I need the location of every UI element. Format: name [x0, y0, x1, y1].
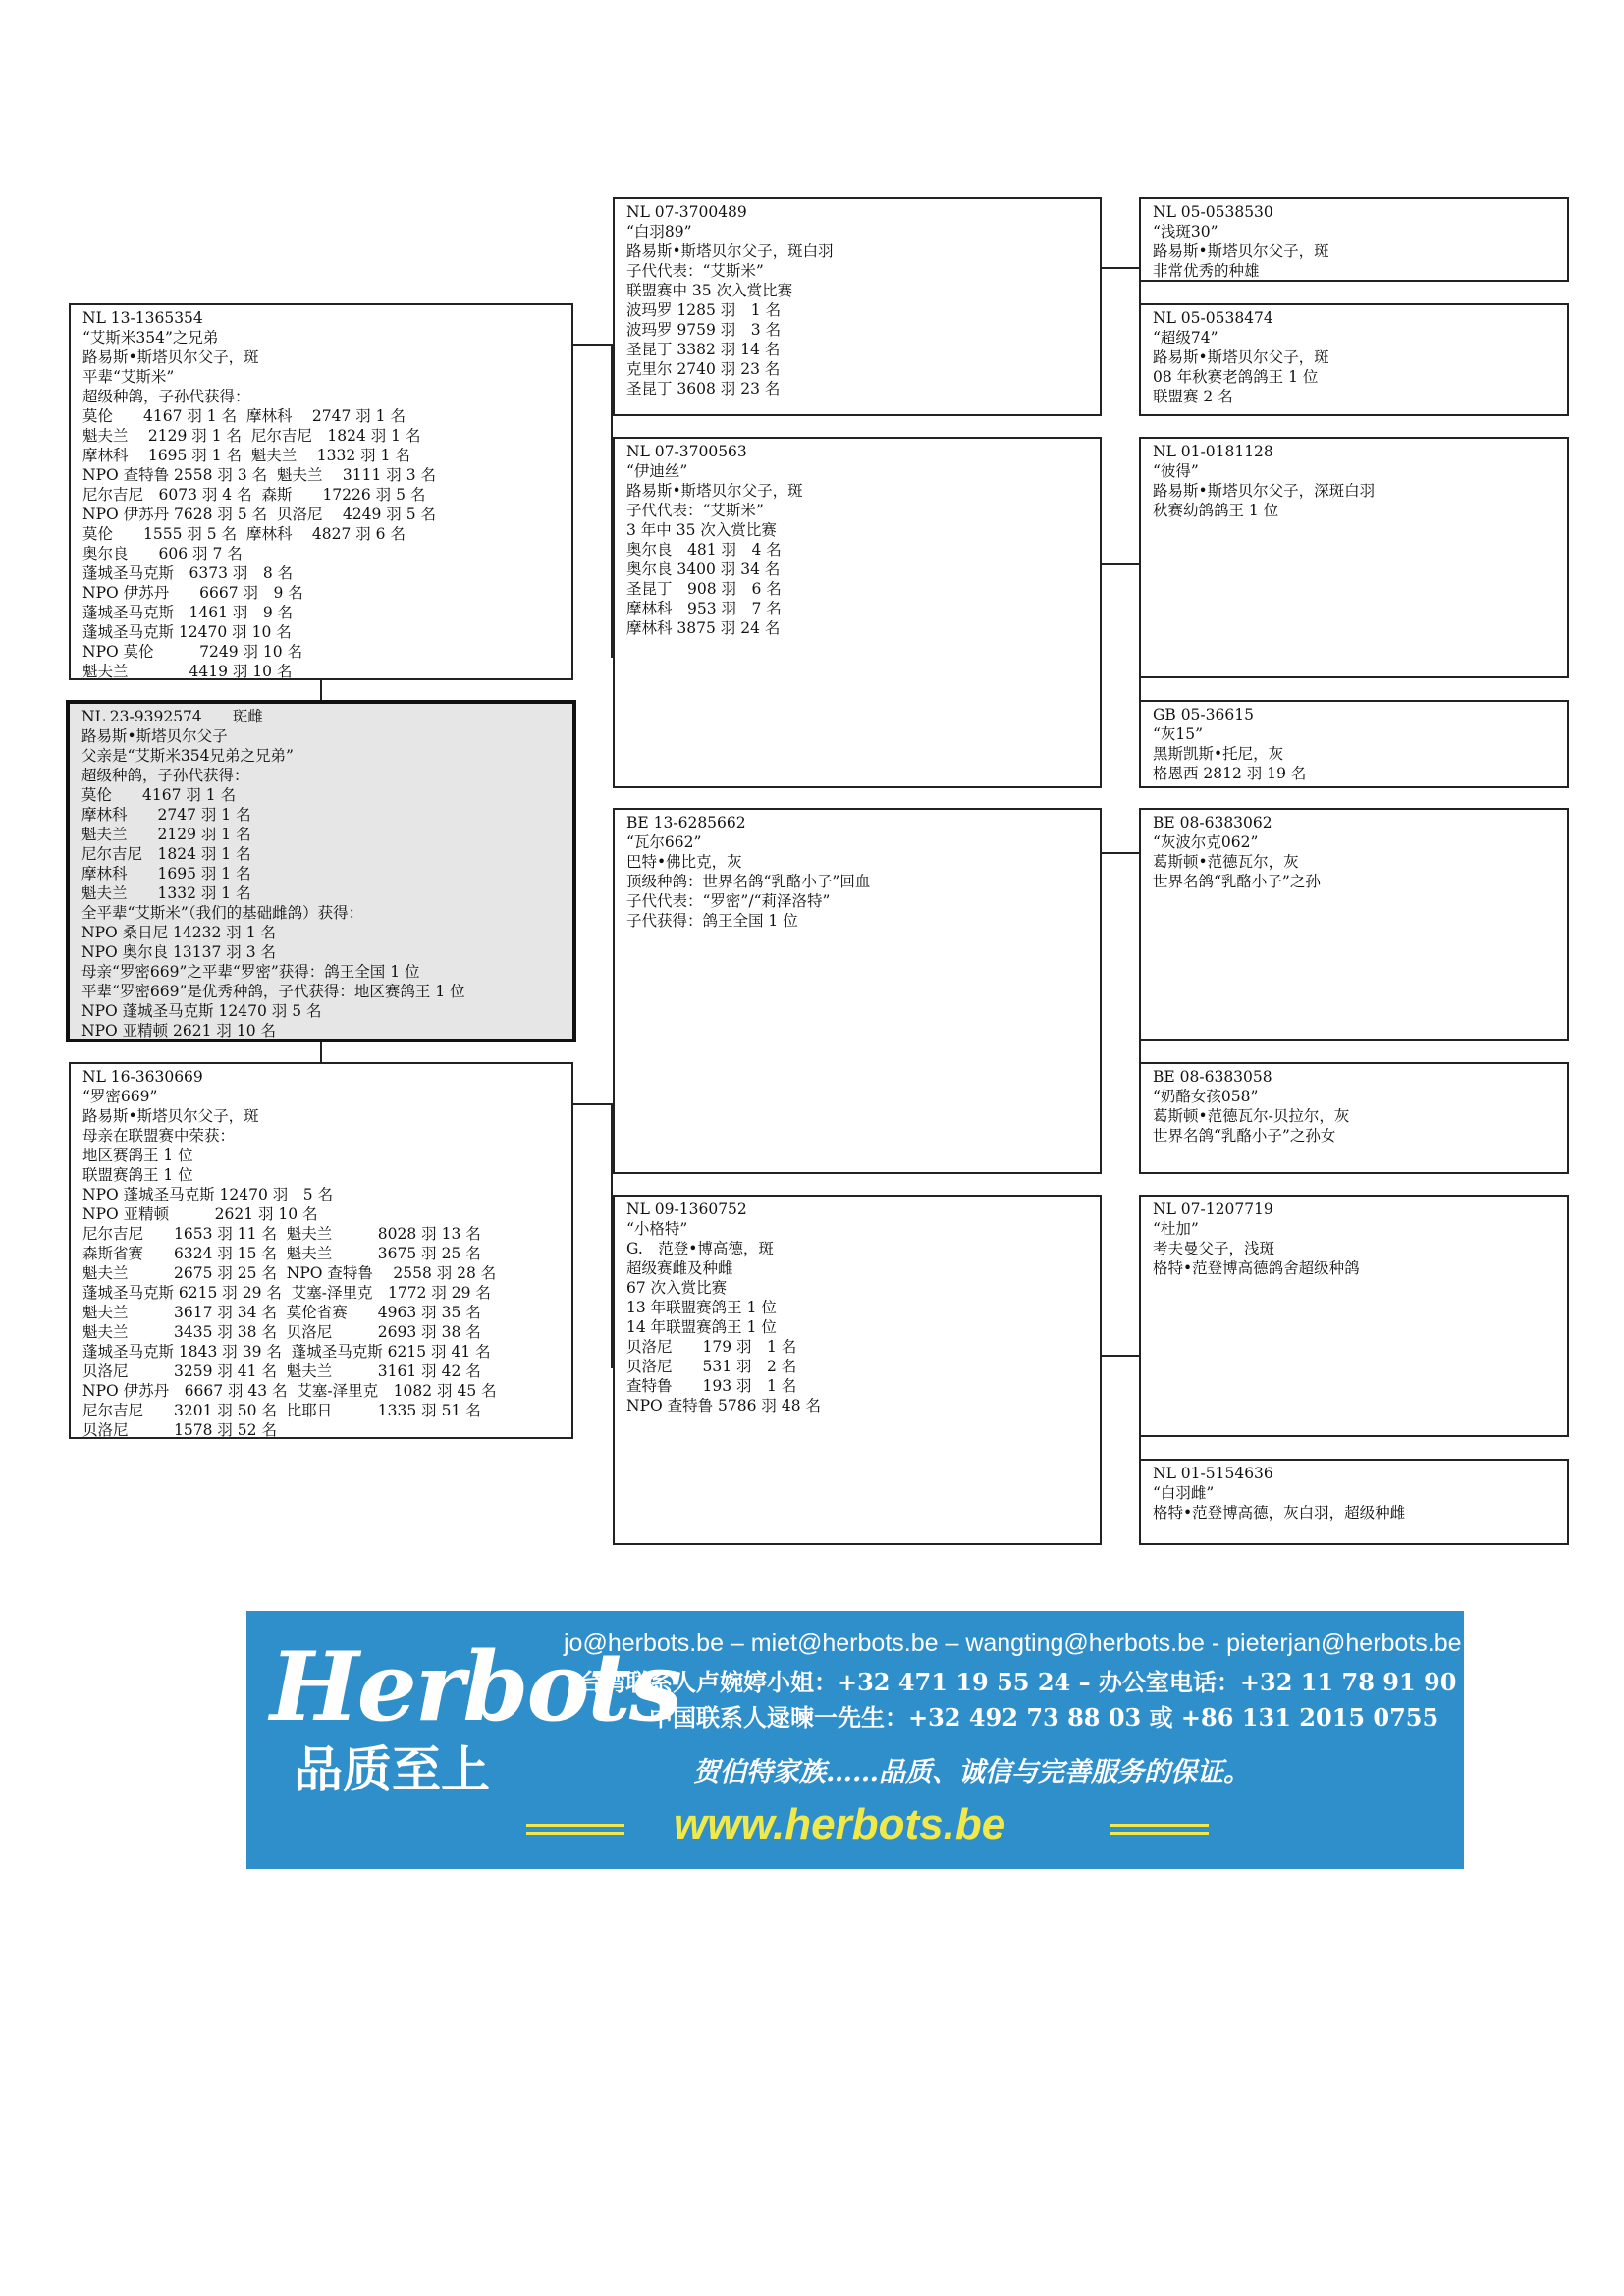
pedigree-line: NPO 亚精顿 2621 羽 10 名	[81, 1022, 277, 1040]
pedigree-line: NL 01-5154636	[1153, 1465, 1273, 1482]
connector	[571, 344, 613, 346]
pedigree-line: 超级种鸽，子孙代获得：	[82, 388, 250, 405]
connector	[1100, 267, 1141, 269]
pedigree-line: 摩林科 1695 羽 1 名 魁夫兰 1332 羽 1 名	[82, 447, 410, 464]
pedigree-line: NPO 莫伦 7249 羽 10 名	[82, 643, 303, 661]
pedigree-line: NL 07-1207719	[1153, 1201, 1273, 1218]
pedigree-line: 格特•范登博高德鸽舍超级种鸽	[1153, 1259, 1360, 1277]
pedigree-line: 圣昆丁 3382 羽 14 名	[626, 341, 781, 358]
pedigree-line: 父亲是“艾斯米354兄弟之兄弟”	[81, 747, 294, 765]
divider	[1110, 1824, 1209, 1827]
pedigree-line: 波玛罗 1285 羽 1 名	[626, 301, 782, 319]
pedigree-line: 尼尔吉尼 1824 羽 1 名	[81, 845, 251, 863]
pedigree-line: 圣昆丁 3608 羽 23 名	[626, 380, 781, 398]
pedigree-line: 08 年秋赛老鸽鸽王 1 位	[1153, 368, 1319, 386]
pedigree-line: “伊迪丝”	[626, 462, 688, 480]
pedigree-line: 秋赛幼鸽鸽王 1 位	[1153, 502, 1279, 519]
banner-china-contact: 中国联系人逯暕一先生：+32 492 73 88 03 或 +86 131 2015 0755	[649, 1703, 1439, 1732]
pedigree-line: 格恩西 2812 羽 19 名	[1153, 765, 1307, 782]
pedigree-line: 14 年联盟赛鸽王 1 位	[626, 1318, 777, 1336]
dam-sire-sire-card	[1139, 808, 1569, 1041]
divider	[1110, 1832, 1209, 1835]
pedigree-line: “白羽雌”	[1153, 1484, 1215, 1502]
sire-dam-card	[613, 437, 1102, 788]
sire-sire-card	[613, 197, 1102, 416]
dam-dam-sire-card	[1139, 1195, 1569, 1437]
herbots-banner	[246, 1611, 1464, 1869]
pedigree-line: 世界名鸽“乳酪小子”之孙女	[1153, 1127, 1336, 1145]
pedigree-line: “浅斑30”	[1153, 223, 1218, 240]
pedigree-line: 摩林科 1695 羽 1 名	[81, 865, 251, 882]
banner-emails[interactable]: jo@herbots.be – miet@herbots.be – wangting@herbots.be - pieterjan@herbots.be	[564, 1629, 1462, 1657]
pedigree-line: 路易斯•斯塔贝尔父子，斑	[1153, 242, 1329, 260]
connector	[320, 678, 322, 702]
pedigree-line: 全平辈“艾斯米”（我们的基础雌鸽）获得：	[81, 904, 364, 922]
pedigree-line: 查特鲁 193 羽 1 名	[626, 1377, 797, 1395]
pedigree-line: NL 13-1365354	[82, 309, 203, 327]
pedigree-line: NPO 桑日尼 14232 羽 1 名	[81, 924, 277, 941]
pedigree-line: 超级种鸽，子孙代获得：	[81, 767, 249, 784]
banner-taiwan-contact: 台湾联系人卢婉婷小姐：+32 471 19 55 24 – 办公室电话：+32 11 78 91 90	[578, 1668, 1457, 1696]
sire-card	[69, 303, 573, 680]
herbots-logo: Herbots	[270, 1631, 680, 1742]
pedigree-line: NPO 伊苏丹 7628 羽 5 名 贝洛尼 4249 羽 5 名	[82, 506, 437, 523]
pedigree-line: 蓬城圣马克斯 1843 羽 39 名 蓬城圣马克斯 6215 羽 41 名	[82, 1343, 491, 1361]
connector	[1100, 563, 1141, 565]
pedigree-line: 波玛罗 9759 羽 3 名	[626, 321, 782, 339]
pedigree-line: 葛斯顿•范德瓦尔-贝拉尔，灰	[1153, 1107, 1350, 1125]
pedigree-line: 莫伦 4167 羽 1 名	[81, 786, 237, 804]
pedigree-line: “奶酪女孩058”	[1153, 1088, 1259, 1105]
divider	[526, 1832, 624, 1835]
pedigree-line: NPO 查特鲁 5786 羽 48 名	[626, 1397, 822, 1415]
pedigree-line: NPO 蓬城圣马克斯 12470 羽 5 名	[82, 1186, 334, 1203]
pedigree-line: “小格特”	[626, 1220, 688, 1238]
pedigree-line: 子代代表：“罗密”/“莉泽洛特”	[626, 892, 831, 910]
pedigree-line: 尼尔吉尼 1653 羽 11 名 魁夫兰 8028 羽 13 名	[82, 1225, 481, 1243]
pedigree-line: “灰15”	[1153, 725, 1204, 743]
main-pigeon-card	[66, 700, 576, 1042]
pedigree-line: 67 次入赏比赛	[626, 1279, 728, 1297]
pedigree-line: 超级赛雌及种雌	[626, 1259, 733, 1277]
pedigree-line: BE 13-6285662	[626, 814, 746, 831]
pedigree-line: 贝洛尼 1578 羽 52 名	[82, 1421, 277, 1439]
pedigree-line: NPO 蓬城圣马克斯 12470 羽 5 名	[81, 1002, 322, 1020]
pedigree-line: NL 07-3700489	[626, 203, 747, 221]
pedigree-line: 蓬城圣马克斯 12470 羽 10 名	[82, 623, 292, 641]
pedigree-line: “艾斯米354”之兄弟	[82, 329, 219, 347]
pedigree-line: 魁夫兰 2675 羽 25 名 NPO 查特鲁 2558 羽 28 名	[82, 1264, 497, 1282]
dam-dam-dam-card	[1139, 1459, 1569, 1545]
pedigree-line: 母亲“罗密669”之平辈“罗密”获得：鸽王全国 1 位	[81, 963, 420, 981]
pedigree-line: “灰波尔克062”	[1153, 833, 1259, 851]
pedigree-line: NPO 奥尔良 13137 羽 3 名	[81, 943, 277, 961]
pedigree-line: “杜加”	[1153, 1220, 1199, 1238]
pedigree-line: 平辈“罗密669”是优秀种鸽，子代获得：地区赛鸽王 1 位	[81, 983, 465, 1000]
pedigree-line: 路易斯•斯塔贝尔父子，斑	[82, 1107, 259, 1125]
pedigree-line: 摩林科 3875 羽 24 名	[626, 619, 781, 637]
pedigree-line: NPO 伊苏丹 6667 羽 43 名 艾塞-泽里克 1082 羽 45 名	[82, 1382, 497, 1400]
pedigree-line: GB 05-36615	[1153, 706, 1254, 723]
pedigree-line: “超级74”	[1153, 329, 1218, 347]
pedigree-line: NL 01-0181128	[1153, 443, 1273, 460]
pedigree-line: 森斯省赛 6324 羽 15 名 魁夫兰 3675 羽 25 名	[82, 1245, 481, 1262]
pedigree-line: 考夫曼父子，浅斑	[1153, 1240, 1275, 1257]
pedigree-line: 魁夫兰 2129 羽 1 名 尼尔吉尼 1824 羽 1 名	[82, 427, 421, 445]
pedigree-line: 路易斯•斯塔贝尔父子	[81, 727, 228, 745]
connector	[571, 1103, 613, 1105]
pedigree-line: 13 年联盟赛鸽王 1 位	[626, 1299, 777, 1316]
banner-website-link[interactable]: www.herbots.be	[674, 1800, 1006, 1848]
pedigree-line: 魁夫兰 4419 羽 10 名	[82, 663, 293, 680]
pedigree-line: NL 05-0538530	[1153, 203, 1273, 221]
pedigree-line: 路易斯•斯塔贝尔父子，斑	[1153, 348, 1329, 366]
pedigree-line: “白羽89”	[626, 223, 692, 240]
pedigree-line: 路易斯•斯塔贝尔父子，斑白羽	[626, 242, 834, 260]
pedigree-line: 摩林科 953 羽 7 名	[626, 600, 782, 617]
pedigree-line: 魁夫兰 2129 羽 1 名	[81, 826, 251, 843]
pedigree-line: 魁夫兰 3435 羽 38 名 贝洛尼 2693 羽 38 名	[82, 1323, 481, 1341]
sire-sire-dam-card	[1139, 303, 1569, 416]
pedigree-line: 子代获得：鸽王全国 1 位	[626, 912, 798, 930]
dam-sire-dam-card	[1139, 1062, 1569, 1174]
pedigree-line: 奥尔良 606 羽 7 名	[82, 545, 243, 562]
pedigree-line: NL 07-3700563	[626, 443, 747, 460]
pedigree-line: 联盟赛鸽王 1 位	[82, 1166, 193, 1184]
pedigree-line: 莫伦 4167 羽 1 名 摩林科 2747 羽 1 名	[82, 407, 406, 425]
connector	[1100, 852, 1141, 854]
pedigree-line: G. 范登•博高德，斑	[626, 1240, 774, 1257]
pedigree-line: 奥尔良 481 羽 4 名	[626, 541, 782, 559]
pedigree-line: 联盟赛 2 名	[1153, 388, 1233, 405]
pedigree-line: 尼尔吉尼 6073 羽 4 名 森斯 17226 羽 5 名	[82, 486, 426, 504]
dam-card	[69, 1062, 573, 1439]
pedigree-line: 非常优秀的种雄	[1153, 262, 1260, 280]
pedigree-line: 联盟赛中 35 次入赏比赛	[626, 282, 793, 299]
pedigree-line: 路易斯•斯塔贝尔父子，深斑白羽	[1153, 482, 1376, 500]
connector	[1100, 1355, 1141, 1357]
pedigree-line: “彼得”	[1153, 462, 1199, 480]
pedigree-line: 尼尔吉尼 3201 羽 50 名 比耶日 1335 羽 51 名	[82, 1402, 481, 1419]
pedigree-line: 路易斯•斯塔贝尔父子，斑	[626, 482, 803, 500]
pedigree-line: “瓦尔662”	[626, 833, 702, 851]
pedigree-line: 克里尔 2740 羽 23 名	[626, 360, 781, 378]
banner-slogan: 品质至上	[294, 1740, 490, 1798]
pedigree-line: NL 16-3630669	[82, 1068, 203, 1086]
pedigree-line: NPO 亚精顿 2621 羽 10 名	[82, 1205, 318, 1223]
pedigree-line: BE 08-6383058	[1153, 1068, 1272, 1086]
pedigree-line: 3 年中 35 次入赏比赛	[626, 521, 777, 539]
dam-sire-card	[613, 808, 1102, 1174]
dam-dam-card	[613, 1195, 1102, 1545]
pedigree-line: 贝洛尼 3259 羽 41 名 魁夫兰 3161 羽 42 名	[82, 1362, 481, 1380]
pedigree-line: 魁夫兰 1332 羽 1 名	[81, 884, 251, 902]
divider	[526, 1824, 624, 1827]
pedigree-line: 莫伦 1555 羽 5 名 摩林科 4827 羽 6 名	[82, 525, 406, 543]
pedigree-line: 地区赛鸽王 1 位	[82, 1147, 193, 1164]
pedigree-line: NPO 查特鲁 2558 羽 3 名 魁夫兰 3111 羽 3 名	[82, 466, 437, 484]
sire-dam-sire-card	[1139, 437, 1569, 678]
sire-dam-dam-card	[1139, 700, 1569, 788]
pedigree-line: NL 09-1360752	[626, 1201, 747, 1218]
pedigree-line: 格特•范登博高德，灰白羽，超级种雌	[1153, 1504, 1406, 1522]
pedigree-line: NL 23-9392574 斑雌	[81, 708, 263, 725]
pedigree-line: 圣昆丁 908 羽 6 名	[626, 580, 782, 598]
pedigree-line: 母亲在联盟赛中荣获：	[82, 1127, 236, 1145]
pedigree-line: 摩林科 2747 羽 1 名	[81, 806, 251, 824]
sire-sire-sire-card	[1139, 197, 1569, 282]
pedigree-line: 蓬城圣马克斯 6373 羽 8 名	[82, 564, 294, 582]
pedigree-line: 蓬城圣马克斯 1461 羽 9 名	[82, 604, 294, 621]
pedigree-line: NPO 伊苏丹 6667 羽 9 名	[82, 584, 303, 602]
pedigree-line: “罗密669”	[82, 1088, 158, 1105]
pedigree-line: 葛斯顿•范德瓦尔，灰	[1153, 853, 1299, 871]
pedigree-line: 魁夫兰 3617 羽 34 名 莫伦省赛 4963 羽 35 名	[82, 1304, 481, 1321]
pedigree-line: 平辈“艾斯米”	[82, 368, 175, 386]
pedigree-line: NL 05-0538474	[1153, 309, 1273, 327]
pedigree-line: 贝洛尼 179 羽 1 名	[626, 1338, 797, 1356]
pedigree-line: 奥尔良 3400 羽 34 名	[626, 561, 781, 578]
pedigree-line: 子代代表：“艾斯米”	[626, 262, 764, 280]
pedigree-line: 巴特•佛比克，灰	[626, 853, 742, 871]
pedigree-line: 黑斯凯斯•托尼，灰	[1153, 745, 1284, 763]
banner-motto: 贺伯特家族……品质、诚信与完善服务的保证。	[693, 1757, 1250, 1788]
pedigree-line: 子代代表：“艾斯米”	[626, 502, 764, 519]
pedigree-line: 贝洛尼 531 羽 2 名	[626, 1358, 797, 1375]
pedigree-line: 蓬城圣马克斯 6215 羽 29 名 艾塞-泽里克 1772 羽 29 名	[82, 1284, 491, 1302]
pedigree-line: 世界名鸽“乳酪小子”之孙	[1153, 873, 1321, 890]
pedigree-line: 路易斯•斯塔贝尔父子，斑	[82, 348, 259, 366]
pedigree-line: BE 08-6383062	[1153, 814, 1272, 831]
connector	[320, 1041, 322, 1064]
pedigree-line: 顶级种鸽：世界名鸽“乳酪小子”回血	[626, 873, 871, 890]
